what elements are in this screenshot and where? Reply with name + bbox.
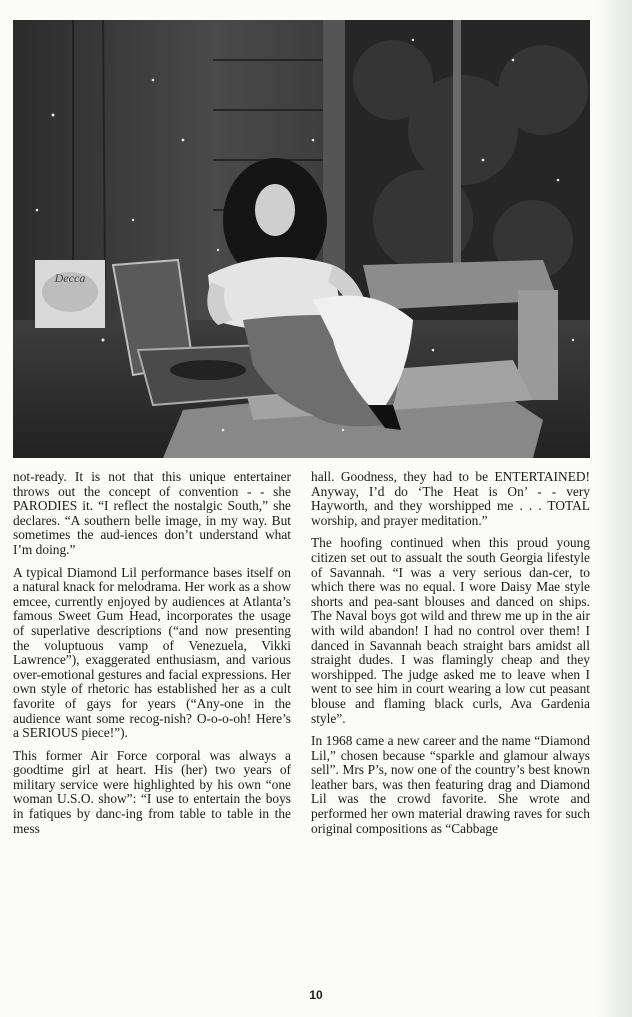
record-sleeve-label: Decca <box>54 271 86 285</box>
text-column-right <box>311 470 590 844</box>
page-edge <box>596 0 632 1017</box>
paragraph: A typical Diamond Lil performance bases itself on a natural knack for melodrama. Her work as a show emcee, currently enjoyed by audiences at Atlanta’s famous Sweet Gum Head, incorporates the usage of superlative descriptions (“and now presenting the voluptuous vamp of Venezuela, Vikki Lawrence”), exaggerated enthusiasm, and various over-emotional gestures and facial expressions. Her own style of rhetoric has established her as a cult favorite of gays for years (“Any-one in the audience want some recog-nish? O-o-o-oh! Here’s a SERIOUS piece!”). <box>13 564 291 741</box>
photograph <box>13 20 590 458</box>
paragraph: This former Air Force corporal was always a goodtime girl at heart. His (her) two years of military service were highlighted by his own “one woman U.S.O. show”: “I use to entertain the boys in fatiques by danc-ing from table to table in the mess <box>13 747 291 836</box>
page-number: 10 <box>309 988 323 1002</box>
paragraph: In 1968 came a new career and the name “Diamond Lil,” chosen because “sparkle and glamour always sell”. Mrs P’s, now one of the country’s best known leather bars, was then featuring drag and Diamond Lil was the crowd favorite. She wrote and performed her own material drawing raves for such original compositions as “Cabbage <box>311 733 590 836</box>
text-column-left <box>13 470 291 844</box>
photo-illustration <box>13 20 590 458</box>
paragraph: hall. Goodness, they had to be ENTERTAINED! Anyway, I’d do ‘The Heat is On’ - - very Hayworth, and they worshipped me . . . TOTAL worship, and prayer meditation.” <box>311 469 590 528</box>
paragraph: not-ready. It is not that this unique entertainer throws out the concept of convention - - she PARODIES it. “I reflect the nostalgic South,” she declares. “A southern belle image, in my way. But sometimes the aud-iences don’t understand what I’m doing.” <box>13 469 291 557</box>
paragraph: The hoofing continued when this proud young citizen set out to assualt the south Georgia lifestyle of Savannah. “I was a very serious dan-cer, to which there was no equal. I wore Daisy Mae style shorts and pea-sant blouses and danced on ships. The Naval boys got wild and threw me up in the air with wild abandon! I had no control over them! I danced in Savannah beach straight bars amidst all straight dudes. I was flamingly cheap and they worshipped. The judge asked me to leave when I went to see him in court wearing a low cut peasant blouse and flaming black curls, Ava Gardenia style”. <box>311 535 590 726</box>
